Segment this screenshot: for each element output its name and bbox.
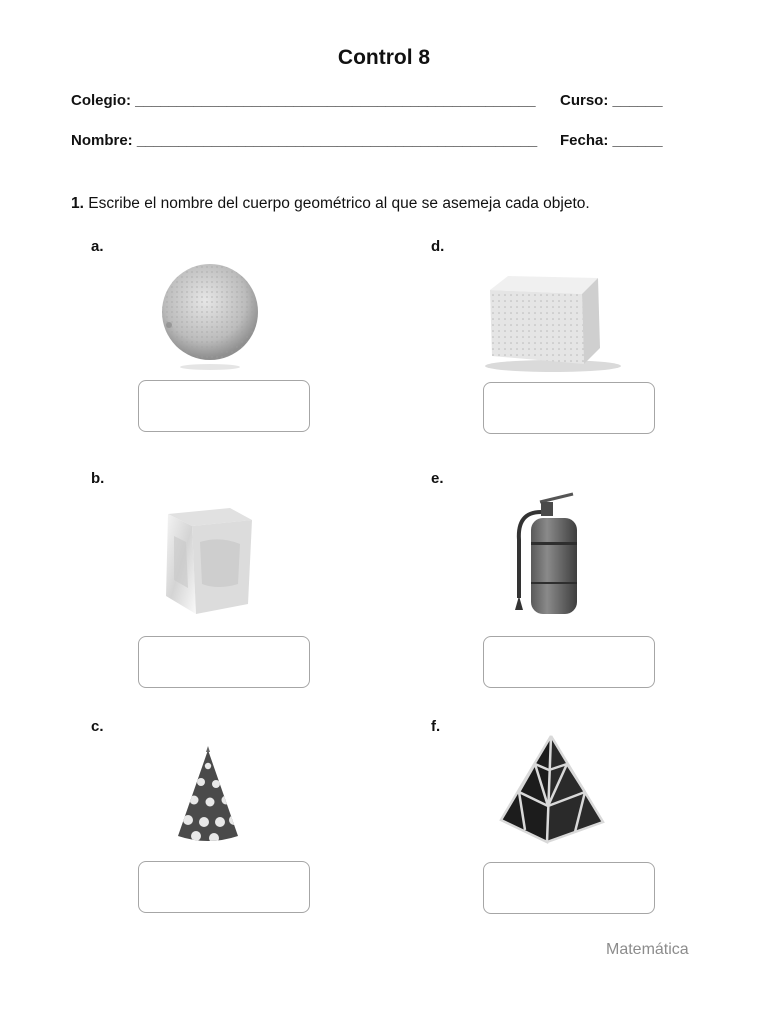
answer-box-d[interactable] bbox=[483, 382, 655, 434]
answer-box-b[interactable] bbox=[138, 636, 310, 688]
item-letter-d: d. bbox=[431, 238, 445, 255]
answer-box-a[interactable] bbox=[138, 380, 310, 432]
answer-box-e[interactable] bbox=[483, 636, 655, 688]
item-letter-c: c. bbox=[91, 718, 104, 735]
subject-footer: Matemática bbox=[606, 941, 689, 958]
fire-extinguisher-cylinder-icon bbox=[505, 490, 590, 620]
page-title: Control 8 bbox=[337, 46, 431, 69]
question-instruction bbox=[71, 195, 590, 213]
party-hat-cone-icon bbox=[168, 742, 248, 847]
item-letter-a: a. bbox=[91, 238, 104, 255]
nombre-field[interactable]: Nombre: ________________________________________________ bbox=[71, 132, 538, 149]
sponge-prism-icon bbox=[478, 268, 623, 378]
item-letter-f: f. bbox=[431, 718, 441, 735]
curso-field[interactable]: Curso: ______ bbox=[560, 92, 663, 109]
item-letter-b: b. bbox=[91, 470, 105, 487]
pyramid-puzzle-icon bbox=[495, 732, 610, 850]
ice-cube-icon bbox=[140, 492, 275, 627]
fecha-field[interactable]: Fecha: ______ bbox=[560, 132, 663, 149]
item-letter-e: e. bbox=[431, 470, 444, 487]
colegio-field[interactable]: Colegio: ________________________________________________ bbox=[71, 92, 536, 109]
question-number: 1. bbox=[71, 195, 84, 212]
question-text: Escribe el nombre del cuerpo geométrico al que se asemeja cada objeto. bbox=[83, 195, 590, 212]
melon-sphere-icon bbox=[150, 255, 270, 375]
answer-box-f[interactable] bbox=[483, 862, 655, 914]
answer-box-c[interactable] bbox=[138, 861, 310, 913]
